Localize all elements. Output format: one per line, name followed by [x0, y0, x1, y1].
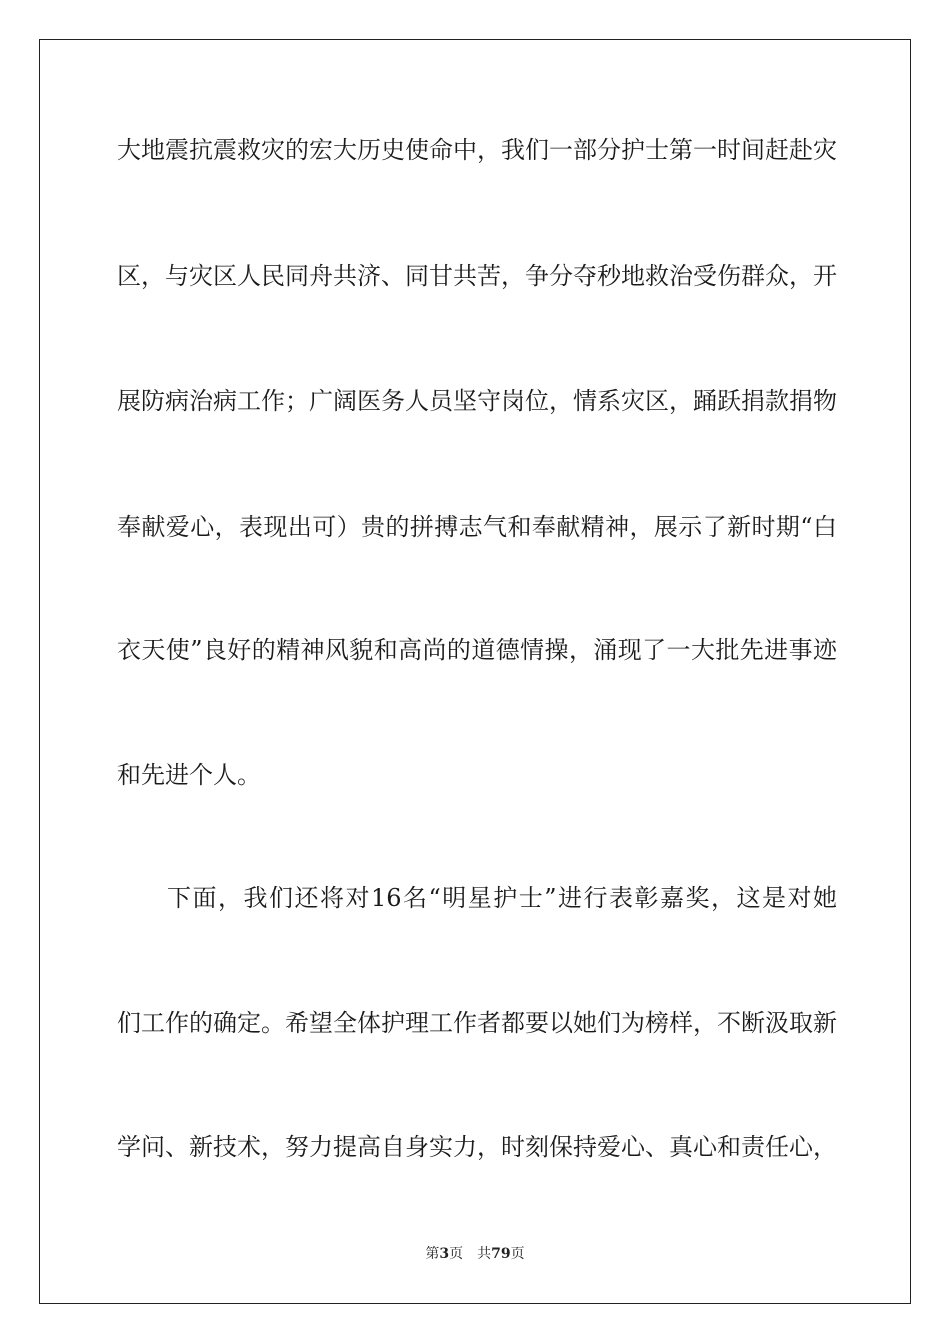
text-line: 们工作的确定。希望全体护理工作者都要以她们为榜样，不断汲取新: [117, 1009, 837, 1037]
total-pages: 79: [491, 1246, 511, 1262]
text-line: 区，与灾区人民同舟共济、同甘共苦，争分夺秒地救治受伤群众，开: [117, 262, 837, 290]
text-line: 和先进个人。: [117, 761, 261, 789]
paragraph-first-line: 下面，我们还将对16名“明星护士”进行表彰嘉奖，这是对她: [167, 884, 837, 912]
text-line: 学问、新技术，努力提高自身实力，时刻保持爱心、真心和责任心，: [117, 1133, 837, 1161]
page-footer: [0, 1244, 950, 1264]
page-number: 3: [439, 1246, 450, 1262]
total-label-prefix: 共: [477, 1246, 492, 1262]
total-label-suffix: 页: [510, 1246, 525, 1262]
text-line: 大地震抗震救灾的宏大历史使命中，我们一部分护士第一时间赶赴灾: [117, 136, 837, 164]
text-line: 展防病治病工作；广阔医务人员坚守岗位，情系灾区，踊跃捐款捐物: [117, 387, 837, 415]
page-border: [39, 39, 911, 1304]
page-label-suffix: 页: [449, 1246, 464, 1262]
page-label-prefix: 第: [425, 1246, 440, 1262]
text-line: 奉献爱心，表现出可）贵的拼搏志气和奉献精神，展示了新时期“白: [117, 513, 837, 541]
text-line: 衣天使”良好的精神风貌和高尚的道德情操，涌现了一大批先进事迹: [117, 636, 837, 664]
